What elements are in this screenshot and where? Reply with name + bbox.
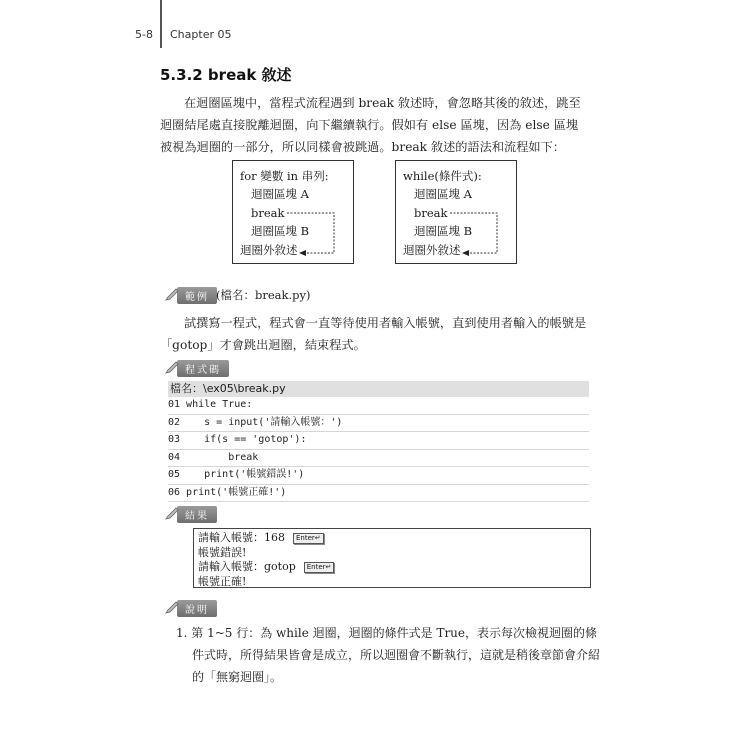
result-tag-label: 結果 xyxy=(177,506,217,523)
explanation-item: 1. 第 1~5 行：為 while 迴圈，迴圈的條件式是 True，表示每次檢視迴圈的條件式時，所得結果皆會是成立，所以迴圈會不斷執行，這就是稍後章節會介紹的「無窮迴圈」。 xyxy=(176,626,601,684)
pencil-icon xyxy=(165,601,179,615)
code-line: 05 print('帳號錯誤!') xyxy=(168,467,589,485)
example-filename: (檔名：break.py) xyxy=(216,288,311,302)
pencil-icon xyxy=(165,288,179,302)
code-listing xyxy=(168,381,589,502)
explanation-tag-label: 說明 xyxy=(177,600,217,617)
syntax-line: 迴圈區塊 B xyxy=(251,224,310,238)
code-tag-label: 程式碼 xyxy=(177,360,229,377)
page-number: 5-8 xyxy=(135,28,153,41)
example-tag xyxy=(165,287,217,303)
flow-arrow xyxy=(396,161,516,263)
syntax-line: for 變數 in 串列: xyxy=(240,169,329,183)
page-header xyxy=(0,0,750,50)
syntax-line: 迴圈區塊 A xyxy=(414,187,472,201)
syntax-box-while xyxy=(395,160,517,264)
syntax-line: while(條件式): xyxy=(403,169,482,183)
code-line: 03 if(s == 'gotop'): xyxy=(168,432,589,450)
code-line: 02 s = input('請輸入帳號：') xyxy=(168,415,589,433)
flow-arrow xyxy=(233,161,353,263)
result-line xyxy=(198,575,590,590)
example-paragraph: 試撰寫一程式，程式會一直等待使用者輸入帳號，直到使用者輸入的帳號是「gotop」才會跳出迴圈，結束程式。 xyxy=(160,316,587,352)
intro-paragraph: 在迴圈區塊中，當程式流程遇到 break 敘述時，會忽略其後的敘述，跳至迴圈結尾處直接脫離迴圈，向下繼續執行。假如有 else 區塊，因為 else 區塊被視為迴圈的一部分，所以同樣會被跳過。break 敘述的語法和流程如下： xyxy=(160,96,581,154)
header-divider xyxy=(160,0,162,48)
pencil-icon xyxy=(165,361,179,375)
syntax-line: 迴圈外敘述 xyxy=(240,243,298,257)
code-line: 04 break xyxy=(168,450,589,468)
result-line xyxy=(198,546,590,561)
code-line: 06 print('帳號正確!') xyxy=(168,485,589,503)
syntax-line: 迴圈外敘述 xyxy=(403,243,461,257)
result-text: 帳號錯誤! xyxy=(198,545,247,559)
result-line xyxy=(198,531,590,546)
result-text: 請輸入帳號：168 xyxy=(198,531,285,544)
syntax-line: break xyxy=(251,206,285,220)
result-text: 請輸入帳號：gotop xyxy=(198,560,296,573)
code-line: 01 while True: xyxy=(168,397,589,415)
syntax-box-for xyxy=(232,160,354,264)
explanation-tag xyxy=(165,600,217,616)
result-output xyxy=(193,528,591,588)
result-line xyxy=(198,560,590,575)
pencil-icon xyxy=(165,507,179,521)
chapter-label: Chapter 05 xyxy=(170,28,232,41)
enter-key-icon: Enter↵ xyxy=(293,533,324,544)
syntax-line: 迴圈區塊 A xyxy=(251,187,309,201)
code-filename: 檔名：\ex05\break.py xyxy=(168,381,589,397)
result-text: 帳號正確! xyxy=(198,574,247,588)
syntax-line: 迴圈區塊 B xyxy=(414,224,473,238)
example-tag-label: 範例 xyxy=(177,287,217,304)
code-tag xyxy=(165,360,229,376)
syntax-line: break xyxy=(414,206,448,220)
section-title: 5.3.2 break 敘述 xyxy=(160,66,292,84)
enter-key-icon: Enter↵ xyxy=(304,562,335,573)
result-tag xyxy=(165,506,217,522)
